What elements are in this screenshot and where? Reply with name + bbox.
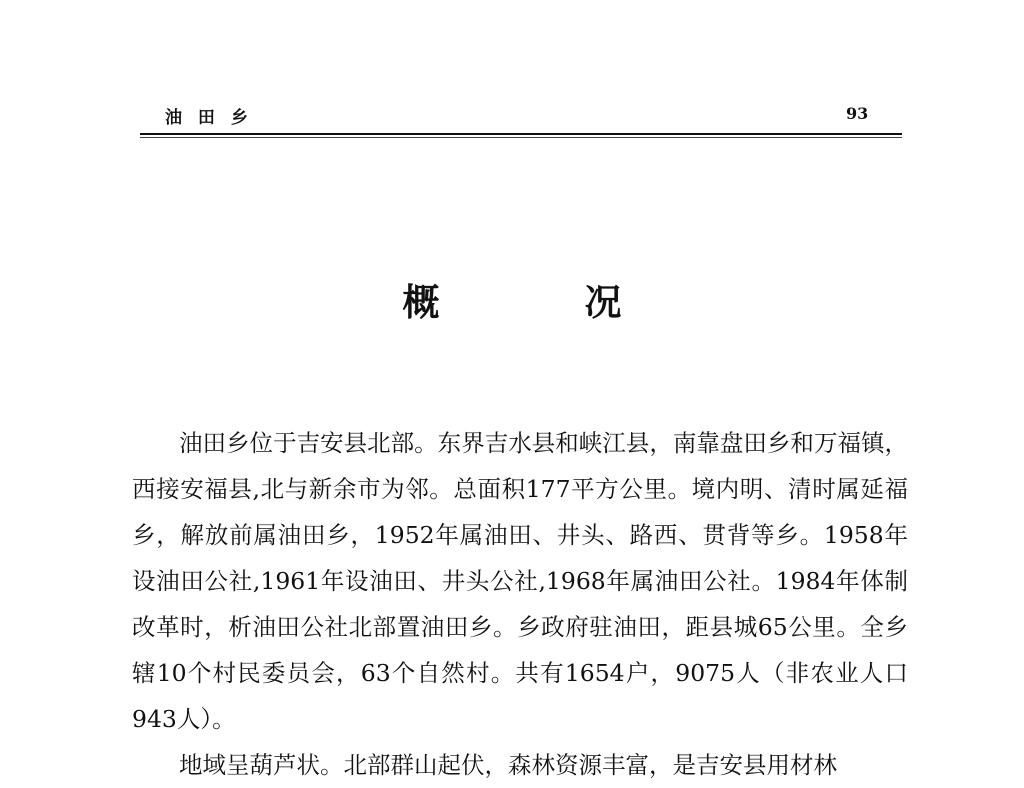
paragraph: 地域呈葫芦状。北部群山起伏，森林资源丰富，是吉安县用材林: [179, 751, 837, 779]
paragraph: 油田乡位于吉安县北部。东界吉水县和峡江县，南靠盘田乡和万福镇，西接安福县,北与新余市为邻。总面积177平方公里。境内明、清时属延福乡，解放前属油田乡，1952年属油田、井头、路西、贯背等乡。1958年设油田公社,1961年设油田、井头公社,1968年属油田公社。1984年体制改革时，析油田公社北部置油田乡。乡政府驻油田，距县城65公里。全乡辖10个村民委员会，63个自然村。共有1654户，9075人（非农业人口943人）。: [132, 429, 908, 733]
running-head-title: 油 田 乡: [165, 108, 253, 128]
page-number: 93: [846, 104, 869, 123]
body-text: [132, 420, 908, 788]
section-title-char-1: 概: [402, 280, 440, 324]
section-title-char-2: 况: [584, 280, 622, 324]
section-title: [0, 272, 1024, 326]
header-rule: [140, 133, 902, 135]
header-rule-thin: [140, 137, 902, 138]
